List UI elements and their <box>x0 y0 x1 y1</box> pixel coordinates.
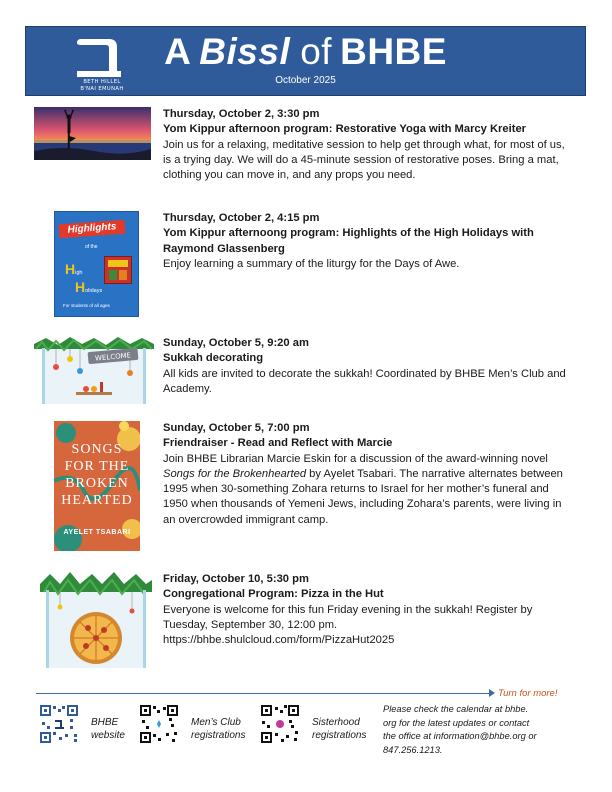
qr-label-mens-club: Men’s Club registrations <box>191 717 246 741</box>
qr-code-sisterhood[interactable] <box>260 704 300 744</box>
event-datetime: Thursday, October 2, 4:15 pm <box>163 212 320 224</box>
event-datetime: Friday, October 10, 5:30 pm <box>163 573 309 585</box>
event-description: Join BHBE Librarian Marcie Eskin for a discussion of the award-winning novel Songs for the Brokenhearted by Ayelet Tsabari. The narrative alternates between 1995 when 30-something Zohara returns to Israel for her mother’s funeral and 1950 when thousands of Yemeni Jews, including Zohara’s parents, were living in an overcrowded immigrant camp. <box>163 452 563 526</box>
logo-text-line2: B'NAI EMUNAH <box>80 86 124 92</box>
book-title-high: High <box>65 261 83 277</box>
page-title: A Bissl of BHBE <box>164 31 447 72</box>
highlights-book-image <box>54 211 139 317</box>
event-description: Enjoy learning a summary of the liturgy for the Days of Awe. <box>163 257 460 270</box>
registration-link[interactable]: https://bhbe.shulcloud.com/form/PizzaHut2025 <box>163 634 395 647</box>
event-datetime: Sunday, October 5, 9:20 am <box>163 337 309 349</box>
event-highlights <box>163 211 573 272</box>
book-banner: Highlights <box>59 220 126 239</box>
event-description: Everyone is welcome for this fun Friday evening in the sukkah! Register by Tuesday, September 30, 12:00 pm. <box>163 603 533 631</box>
book-cover-title: SONGS FOR THE BROKEN HEARTED <box>61 442 133 508</box>
qr-code-bhbe-website[interactable] <box>39 704 79 744</box>
qr-code-mens-club[interactable] <box>139 704 179 744</box>
event-title: Congregational Program: Pizza in the Hut <box>163 588 384 601</box>
event-description: Join us for a relaxing, meditative session to help get through what, for most of us, is a trying day. We will do a 45-minute session of restorative poses. Bring a mat, clothing you can move in, and any props you need. <box>163 138 565 182</box>
event-pizza-in-the-hut <box>163 572 573 648</box>
arrow-right-icon <box>489 689 495 697</box>
qr-label-bhbe-website: BHBE website <box>91 717 125 741</box>
event-title: Sukkah decorating <box>163 352 264 365</box>
footer-divider <box>36 693 491 694</box>
event-sukkah-decorating <box>163 336 573 397</box>
logo-text-line1: BETH HILLEL <box>83 79 121 85</box>
book-photo-inset <box>104 256 132 284</box>
event-friendraiser <box>163 421 573 528</box>
welcome-sign-text: WELCOME <box>94 351 132 363</box>
event-description: All kids are invited to decorate the sukkah! Coordinated by BHBE Men’s Club and Academy. <box>163 367 566 395</box>
songs-book-cover-image <box>54 421 140 551</box>
event-title: Yom Kippur afternoon program: Restorative Yoga with Marcy Kreiter <box>163 123 527 136</box>
newsletter-header <box>25 26 586 96</box>
qr-label-sisterhood: Sisterhood registrations <box>312 717 367 741</box>
book-of: of the <box>85 244 98 250</box>
yoga-sunset-image <box>34 107 151 160</box>
event-yoga <box>163 107 573 183</box>
event-datetime: Sunday, October 5, 7:00 pm <box>163 422 310 434</box>
book-footer: For students of all ages <box>63 303 110 308</box>
calendar-contact-note: Please check the calendar at bhbe. org for the latest updates or contact the office at information@bhbe.org or 847.256.1213. <box>383 704 537 755</box>
book-title-italic: Songs for the Brokenhearted <box>163 467 307 480</box>
event-title: Yom Kippur afternoong program: Highlights of the High Holidays with Raymond Glassenberg <box>163 227 534 255</box>
book-title-holidays: Holidays <box>75 279 103 295</box>
book-cover-author: AYELET TSABARI <box>63 529 131 536</box>
pizza-sukkah-image <box>40 572 152 668</box>
event-title: Friendraiser - Read and Reflect with Marcie <box>163 437 393 450</box>
event-datetime: Thursday, October 2, 3:30 pm <box>163 108 320 120</box>
sukkah-welcome-image <box>34 336 154 404</box>
turn-for-more: Turn for more! <box>498 688 558 699</box>
issue-date: October 2025 <box>275 75 336 86</box>
